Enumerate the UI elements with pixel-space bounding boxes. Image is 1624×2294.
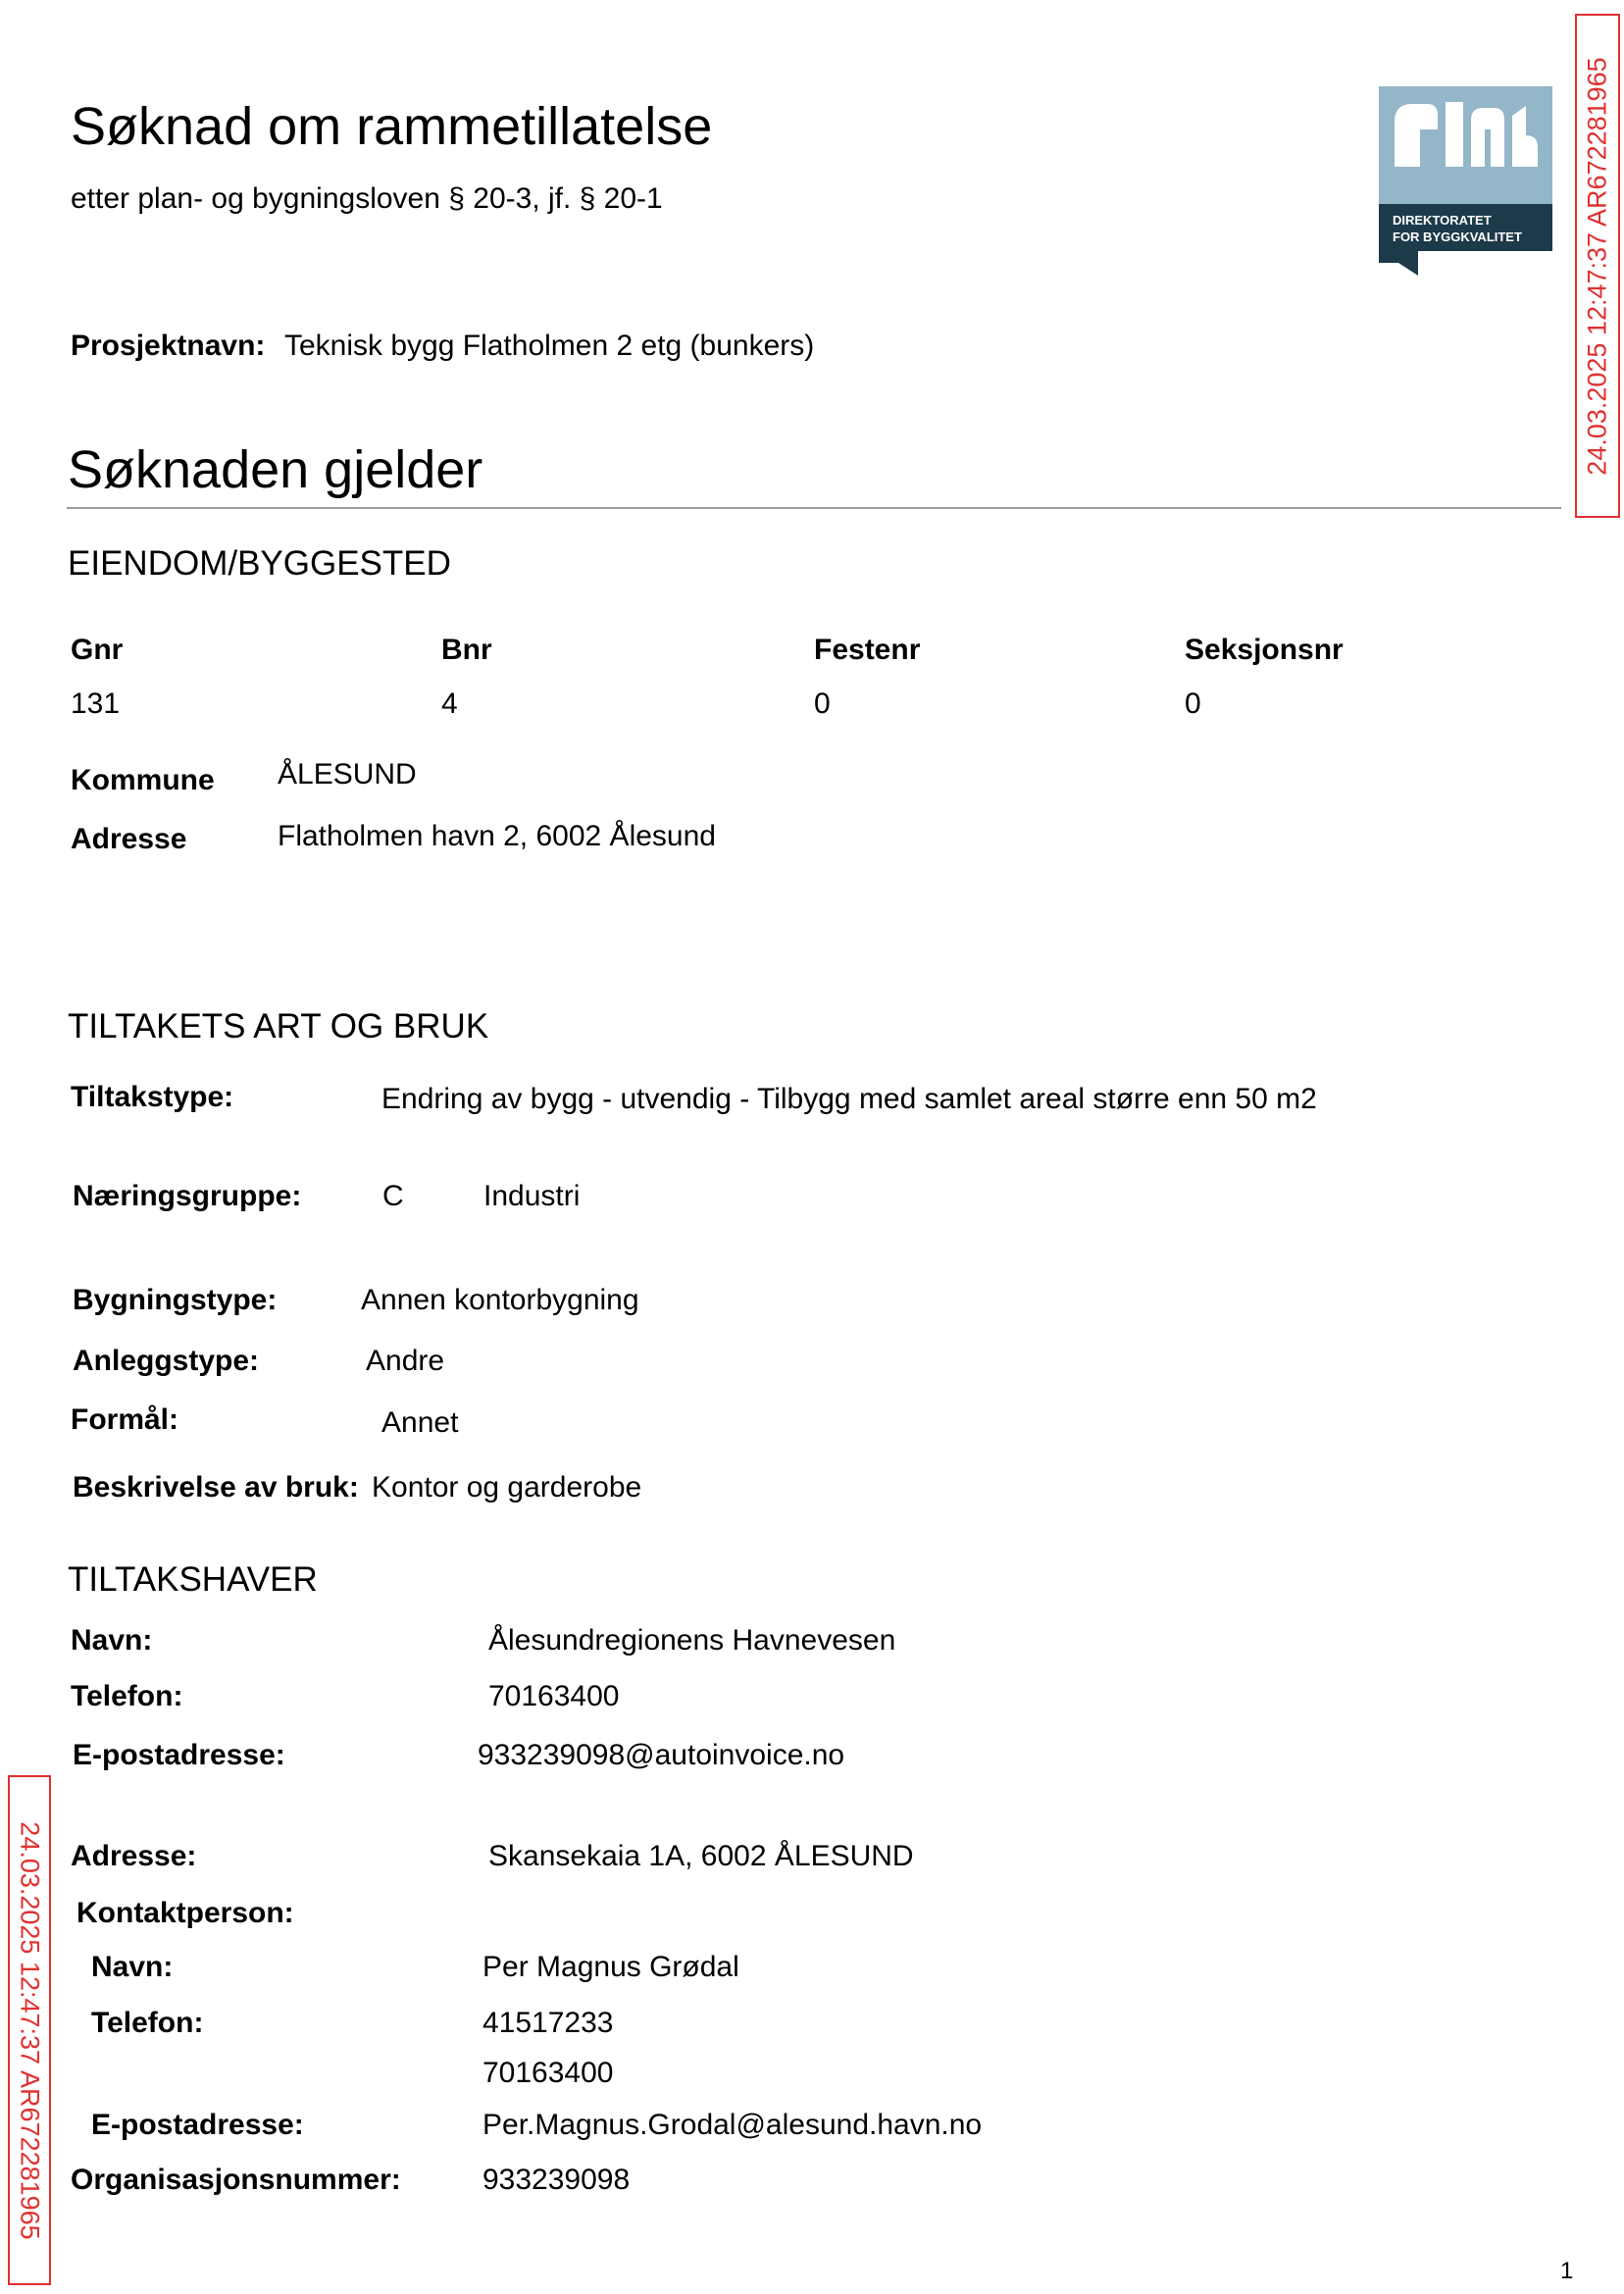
- contact-email-value: Per.Magnus.Grodal@alesund.havn.no: [482, 2109, 983, 2141]
- contact-name-value: Per Magnus Grødal: [482, 1951, 739, 1983]
- owner-phone-label: Telefon:: [71, 1680, 183, 1712]
- contact-email-label: E-postadresse:: [91, 2109, 304, 2141]
- bygningstype-value: Annen kontorbygning: [361, 1284, 639, 1316]
- org-number-label: Organisasjonsnummer:: [71, 2164, 401, 2196]
- dibk-logo: [1379, 86, 1552, 276]
- document-subtitle: etter plan- og bygningsloven § 20-3, jf. § 20-1: [71, 182, 663, 215]
- anleggstype-label: Anleggstype:: [73, 1345, 260, 1377]
- naeringsgruppe-name: Industri: [483, 1180, 581, 1212]
- bruk-label: Beskrivelse av bruk:: [73, 1471, 359, 1504]
- timestamp-stamp-left: 24.03.2025 12:47:37 AR672281965: [8, 1775, 51, 2285]
- org-number-value: 933239098: [482, 2164, 631, 2196]
- address-label: Adresse: [71, 823, 187, 855]
- contact-person-label: Kontaktperson:: [76, 1897, 294, 1929]
- owner-address-label: Adresse:: [71, 1840, 197, 1872]
- naeringsgruppe-label: Næringsgruppe:: [73, 1180, 302, 1212]
- bruk-value: Kontor og garderobe: [372, 1471, 642, 1504]
- property-heading: EIENDOM/BYGGESTED: [68, 544, 451, 583]
- kommune-value: ÅLESUND: [278, 758, 417, 790]
- bnr-label: Bnr: [441, 634, 492, 666]
- gnr-value: 131: [71, 688, 121, 720]
- festenr-value: 0: [814, 688, 831, 720]
- owner-name-label: Navn:: [71, 1624, 153, 1657]
- seksjonsnr-value: 0: [1185, 688, 1201, 720]
- logo-text-line-2: FOR BYGGKVALITET: [1393, 229, 1522, 244]
- project-name-value: Teknisk bygg Flatholmen 2 etg (bunkers): [284, 330, 815, 362]
- section-divider: [67, 507, 1561, 509]
- naeringsgruppe-code: C: [382, 1180, 404, 1212]
- bygningstype-label: Bygningstype:: [73, 1284, 278, 1316]
- formaal-label: Formål:: [71, 1403, 179, 1436]
- tiltakstype-label: Tiltakstype:: [71, 1081, 234, 1113]
- formaal-value: Annet: [381, 1406, 459, 1439]
- logo-text-line-1: DIREKTORATET: [1393, 213, 1492, 228]
- measure-heading: TILTAKETS ART OG BRUK: [68, 1007, 489, 1045]
- owner-email-value: 933239098@autoinvoice.no: [478, 1739, 845, 1771]
- owner-heading: TILTAKSHAVER: [68, 1560, 318, 1599]
- owner-phone-value: 70163400: [488, 1680, 620, 1712]
- contact-phone-value-2: 70163400: [482, 2057, 614, 2089]
- anleggstype-value: Andre: [366, 1345, 445, 1377]
- tiltakstype-value: Endring av bygg - utvendig - Tilbygg med samlet areal større enn 50 m2: [381, 1083, 1317, 1115]
- owner-address-value: Skansekaia 1A, 6002 ÅLESUND: [488, 1840, 914, 1872]
- project-name-label: Prosjektnavn:: [71, 330, 266, 362]
- gnr-label: Gnr: [71, 634, 124, 666]
- seksjonsnr-label: Seksjonsnr: [1185, 634, 1344, 666]
- address-value: Flatholmen havn 2, 6002 Ålesund: [278, 820, 716, 852]
- timestamp-stamp-right: 24.03.2025 12:47:37 AR672281965: [1575, 14, 1620, 518]
- contact-name-label: Navn:: [91, 1951, 174, 1983]
- bnr-value: 4: [441, 688, 458, 720]
- contact-phone-value-1: 41517233: [482, 2007, 614, 2039]
- contact-phone-label: Telefon:: [91, 2007, 204, 2039]
- document-title: Søknad om rammetillatelse: [71, 97, 713, 156]
- owner-email-label: E-postadresse:: [73, 1739, 285, 1771]
- section-heading-applies-to: Søknaden gjelder: [68, 440, 483, 499]
- page-number: 1: [1560, 2258, 1574, 2284]
- kommune-label: Kommune: [71, 764, 215, 796]
- festenr-label: Festenr: [814, 634, 921, 666]
- owner-name-value: Ålesundregionens Havnevesen: [488, 1624, 896, 1657]
